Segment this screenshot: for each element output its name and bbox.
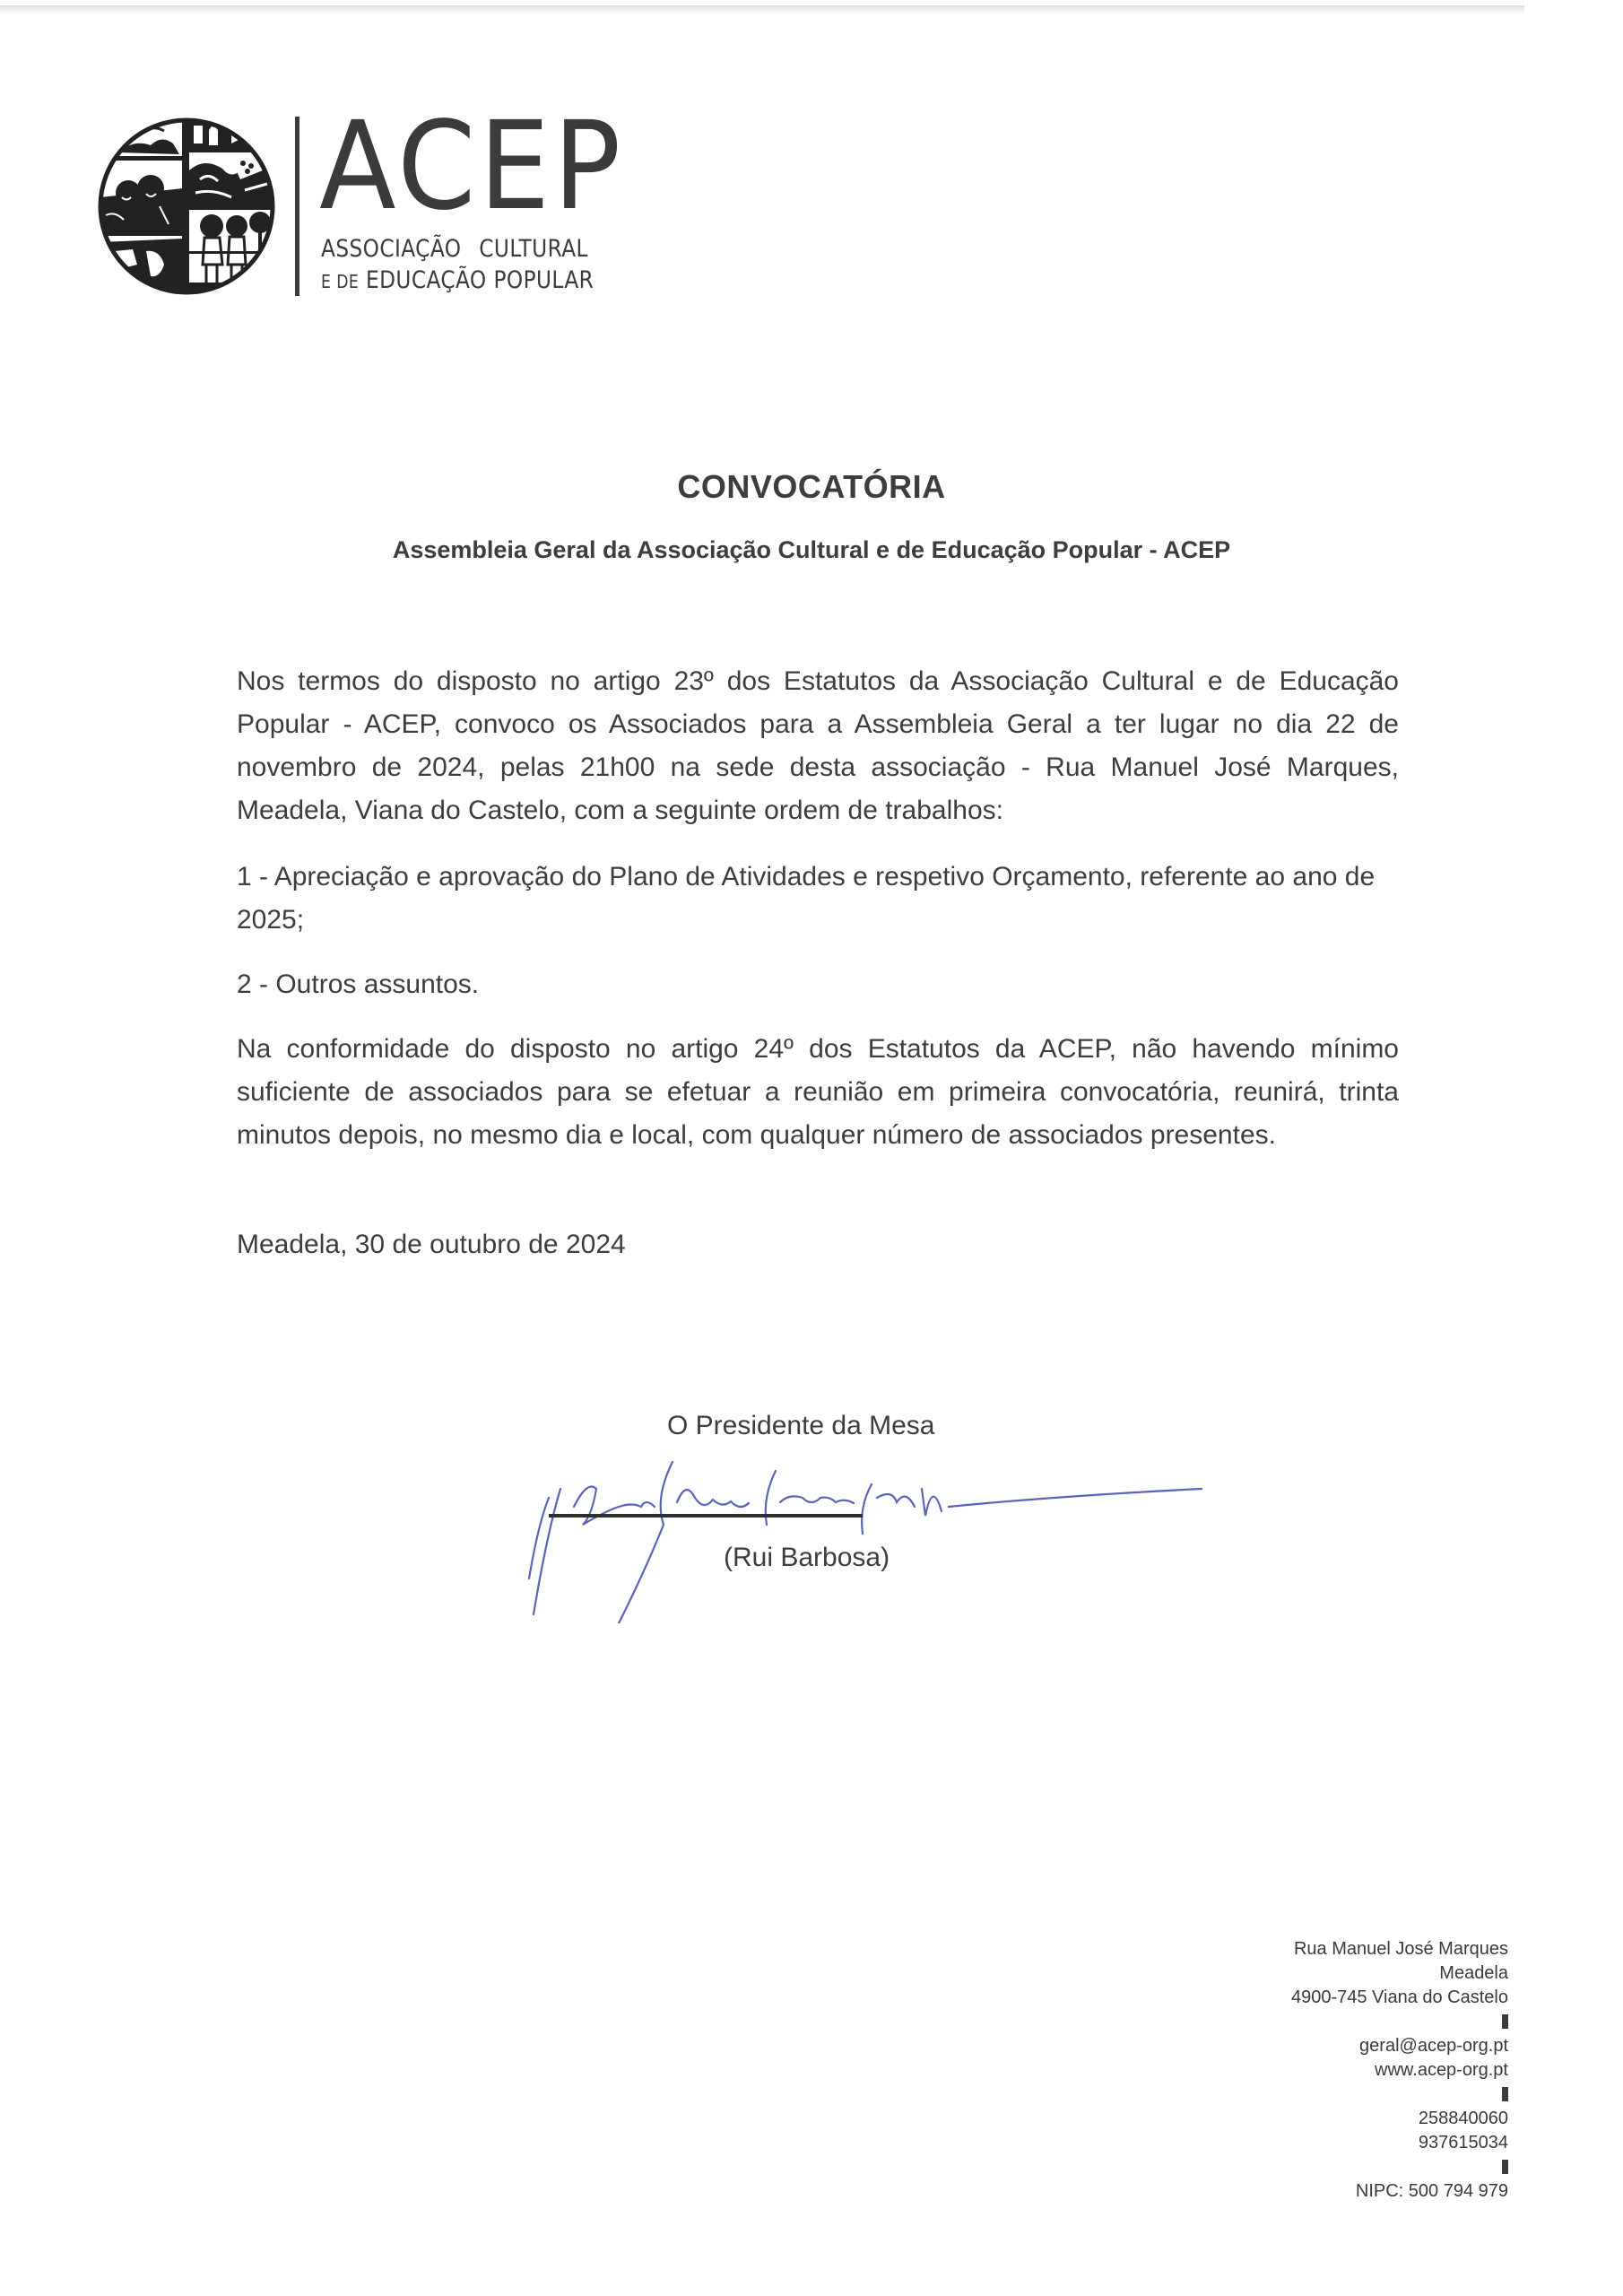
agenda-item: 1 - Apreciação e aprovação do Plano de Atividades e respetivo Orçamento, referente ao ano de 2025; [237,862,1376,935]
signature-line [549,1514,863,1518]
phone-number: 937615034 [1418,2133,1508,2152]
signature-role: O Presidente da Mesa [667,1411,935,1440]
conformity-paragraph: Na conformidade do disposto no artigo 24º dos Estatutos da ACEP, não havendo mínimo suficiente de associados para se efetuar a reunião em primeira convocatória, reunirá, trinta minutos depois, no mesmo dia e local, com qualquer número de associados presentes. [237,1034,1399,1150]
address-line: Rua Manuel José Marques [1293,1939,1508,1959]
address-line: 4900-745 Viana do Castelo [1290,1987,1508,2007]
separator-mark [1150,2155,1508,2179]
logo-acronym: ACEP [319,96,624,238]
logo-divider [295,117,299,296]
document-title: CONVOCATÓRIA [677,468,946,505]
handwritten-signature [520,1444,1219,1623]
separator-mark [1150,2010,1508,2034]
footer-contacts [1150,1937,1508,2204]
logo-subtitle-line2 [321,266,594,294]
website-link[interactable]: www.acep-org.pt [1375,2060,1508,2080]
document-subtitle: Assembleia Geral da Associação Cultural e de Educação Popular - ACEP [392,536,1231,563]
scan-edge-shadow [0,5,1524,14]
signatory-name: (Rui Barbosa) [724,1543,890,1572]
acep-emblem-icon [97,117,276,296]
place-date: Meadela, 30 de outubro de 2024 [237,1230,626,1259]
nipc-number: NIPC: 500 794 979 [1355,2181,1508,2201]
logo-subtitle-prefix: E DE [321,271,360,292]
agenda-item: 2 - Outros assuntos. [237,970,480,999]
address-line: Meadela [1439,1963,1508,1983]
phone-number: 258840060 [1418,2109,1508,2128]
logo-subtitle-line1: ASSOCIAÇÃO CULTURAL [321,235,588,263]
logo-subtitle-main: EDUCAÇÃO POPULAR [365,266,595,294]
email-link[interactable]: geral@acep-org.pt [1359,2036,1508,2056]
intro-paragraph: Nos termos do disposto no artigo 23º dos Estatutos da Associação Cultural e de Educação Popular - ACEP, convoco os Associados para a Assembleia Geral a ter lugar no dia 22 de novembro de 2024, pelas 21h00 na sede desta associação - Rua Manuel José Marques, Meadela, Viana do Castelo, com a seguinte ordem de trabalhos: [237,666,1399,825]
separator-mark [1150,2083,1508,2107]
